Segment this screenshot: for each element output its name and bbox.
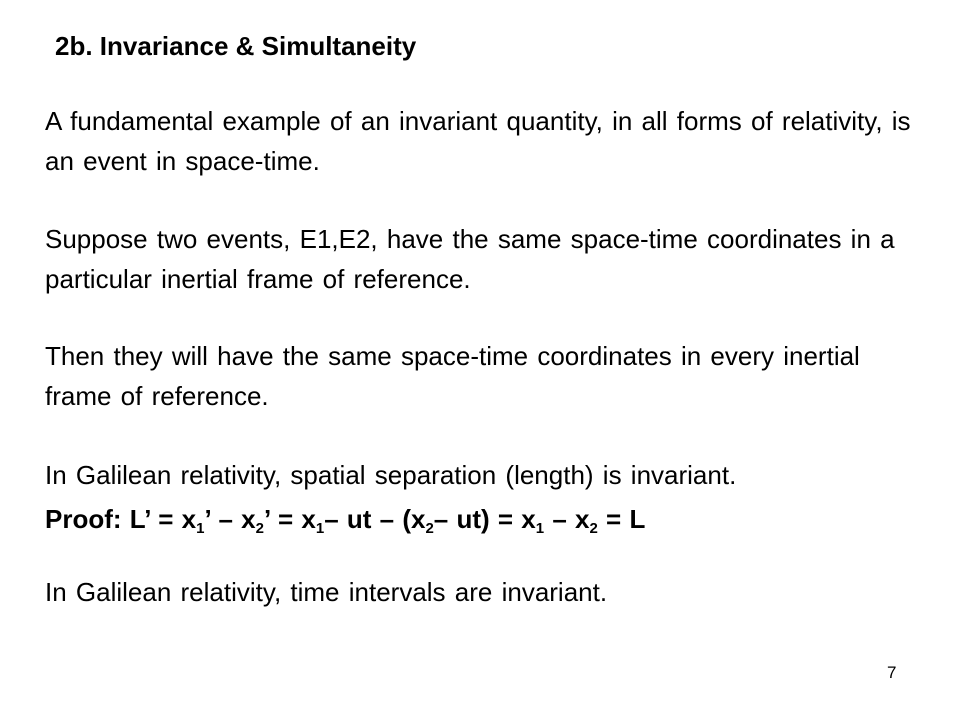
paragraph-two-events: Suppose two events, E1,E2, have the same space-time coordinates in a particular inertial frame of reference. [45, 224, 895, 294]
paragraph-length-invariant: In Galilean relativity, spatial separation (length) is invariant. [45, 460, 737, 490]
proof-equation [45, 503, 645, 535]
proof-subscript: 1 [196, 520, 205, 537]
proof-term: L’ = x [121, 504, 197, 534]
proof-subscript: 2 [255, 520, 264, 537]
proof-term: – ut) = x [433, 504, 536, 534]
paragraph-time-invariant: In Galilean relativity, time intervals are invariant. [45, 577, 608, 607]
proof-term: – ut – (x [324, 504, 426, 534]
paragraph-every-frame: Then they will have the same space-time coordinates in every inertial frame of reference. [45, 341, 860, 411]
proof-term: – x [544, 504, 590, 534]
slide-title: 2b. Invariance & Simultaneity [55, 31, 417, 61]
proof-subscript: 2 [589, 520, 598, 537]
proof-subscript: 2 [425, 520, 434, 537]
paragraph-invariant-event: A fundamental example of an invariant quantity, in all forms of relativity, is an event in space-time. [45, 106, 911, 176]
proof-term: ’ – x [204, 504, 256, 534]
proof-subscript: 1 [315, 520, 325, 537]
proof-label: Proof: [45, 504, 122, 534]
proof-term: = L [597, 504, 646, 534]
page-number: 7 [887, 663, 897, 682]
proof-subscript: 1 [535, 520, 545, 537]
proof-term: ’ = x [263, 504, 316, 534]
